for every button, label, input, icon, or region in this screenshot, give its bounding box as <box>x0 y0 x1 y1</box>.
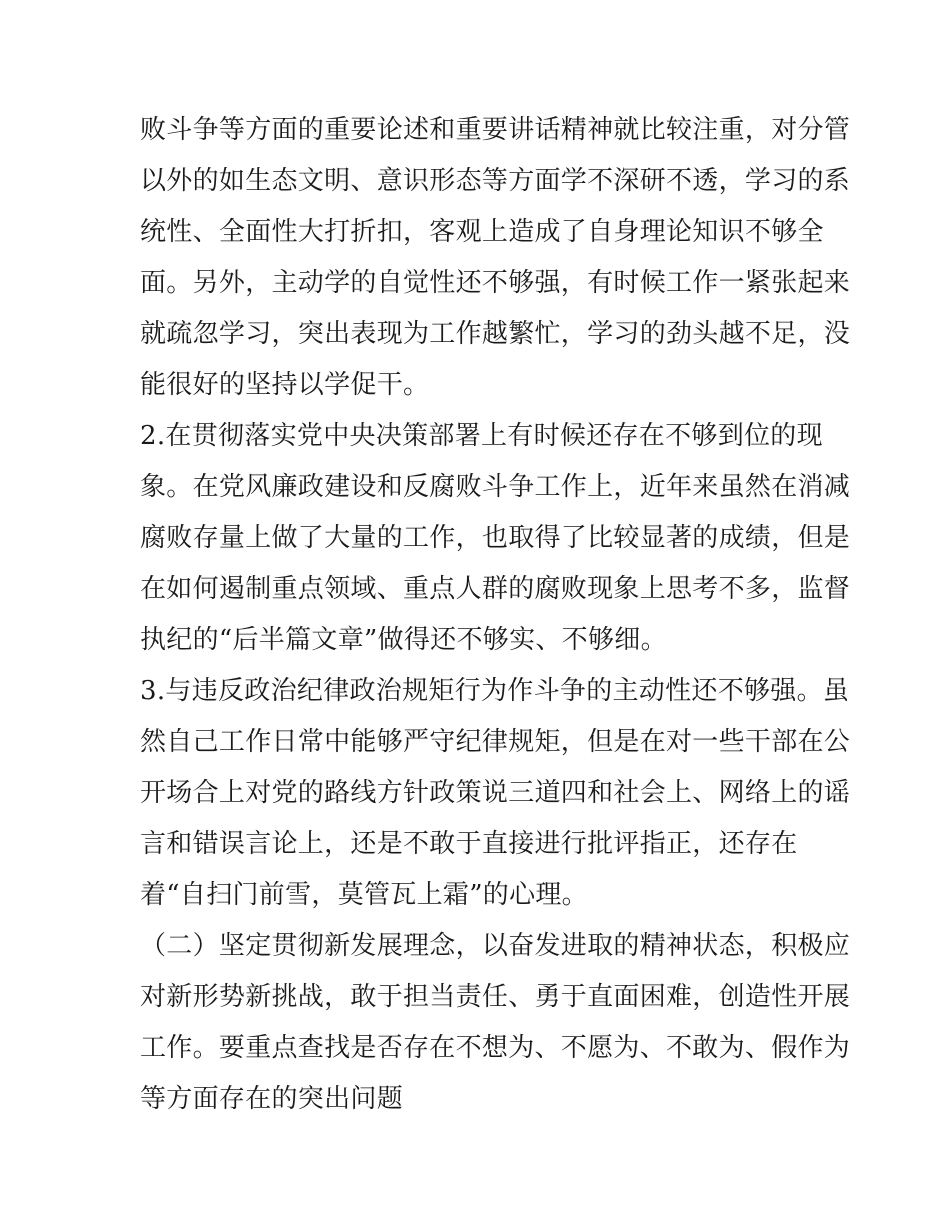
text-line: 执纪的“后半篇文章”做得还不够实、不够细。 <box>140 625 667 655</box>
text-line: 言和错误言论上，还是不敢于直接进行批评指正，还存在 <box>140 829 798 859</box>
text-line: 2.在贯彻落实党中央决策部署上有时候还存在不够到位的现 <box>140 421 823 451</box>
text-line: 就疏忽学习，突出表现为工作越繁忙，学习的劲头越不足，没 <box>140 319 851 349</box>
text-line: 对新形势新挑战，敢于担当责任、勇于直面困难，创造性开展 <box>140 982 851 1012</box>
text-line: 腐败存量上做了大量的工作，也取得了比较显著的成绩，但是 <box>140 523 851 553</box>
text-line: 3.与违反政治纪律政治规矩行为作斗争的主动性还不够强。虽 <box>140 676 850 706</box>
text-line: 象。在党风廉政建设和反腐败斗争工作上，近年来虽然在消减 <box>140 472 851 502</box>
text-line: 统性、全面性大打折扣，客观上造成了自身理论知识不够全 <box>140 217 824 247</box>
text-line: 然自己工作日常中能够严守纪律规矩，但是在对一些干部在公 <box>140 727 851 757</box>
text-line: （二）坚定贯彻新发展理念，以奋发进取的精神状态，积极应 <box>140 931 851 961</box>
text-line: 等方面存在的突出问题 <box>140 1084 404 1114</box>
text-line: 能很好的坚持以学促干。 <box>140 370 430 400</box>
text-line: 在如何遏制重点领域、重点人群的腐败现象上思考不多，监督 <box>140 574 851 604</box>
text-line: 以外的如生态文明、意识形态等方面学不深研不透，学习的系 <box>140 166 851 196</box>
text-line: 着“自扫门前雪，莫管瓦上霜”的心理。 <box>140 880 588 910</box>
text-line: 工作。要重点查找是否存在不想为、不愿为、不敢为、假作为 <box>140 1033 851 1063</box>
text-line: 败斗争等方面的重要论述和重要讲话精神就比较注重，对分管 <box>140 115 851 145</box>
text-line: 开场合上对党的路线方针政策说三道四和社会上、网络上的谣 <box>140 778 851 808</box>
text-line: 面。另外，主动学的自觉性还不够强，有时候工作一紧张起来 <box>140 268 851 298</box>
body-text <box>140 105 851 1125</box>
